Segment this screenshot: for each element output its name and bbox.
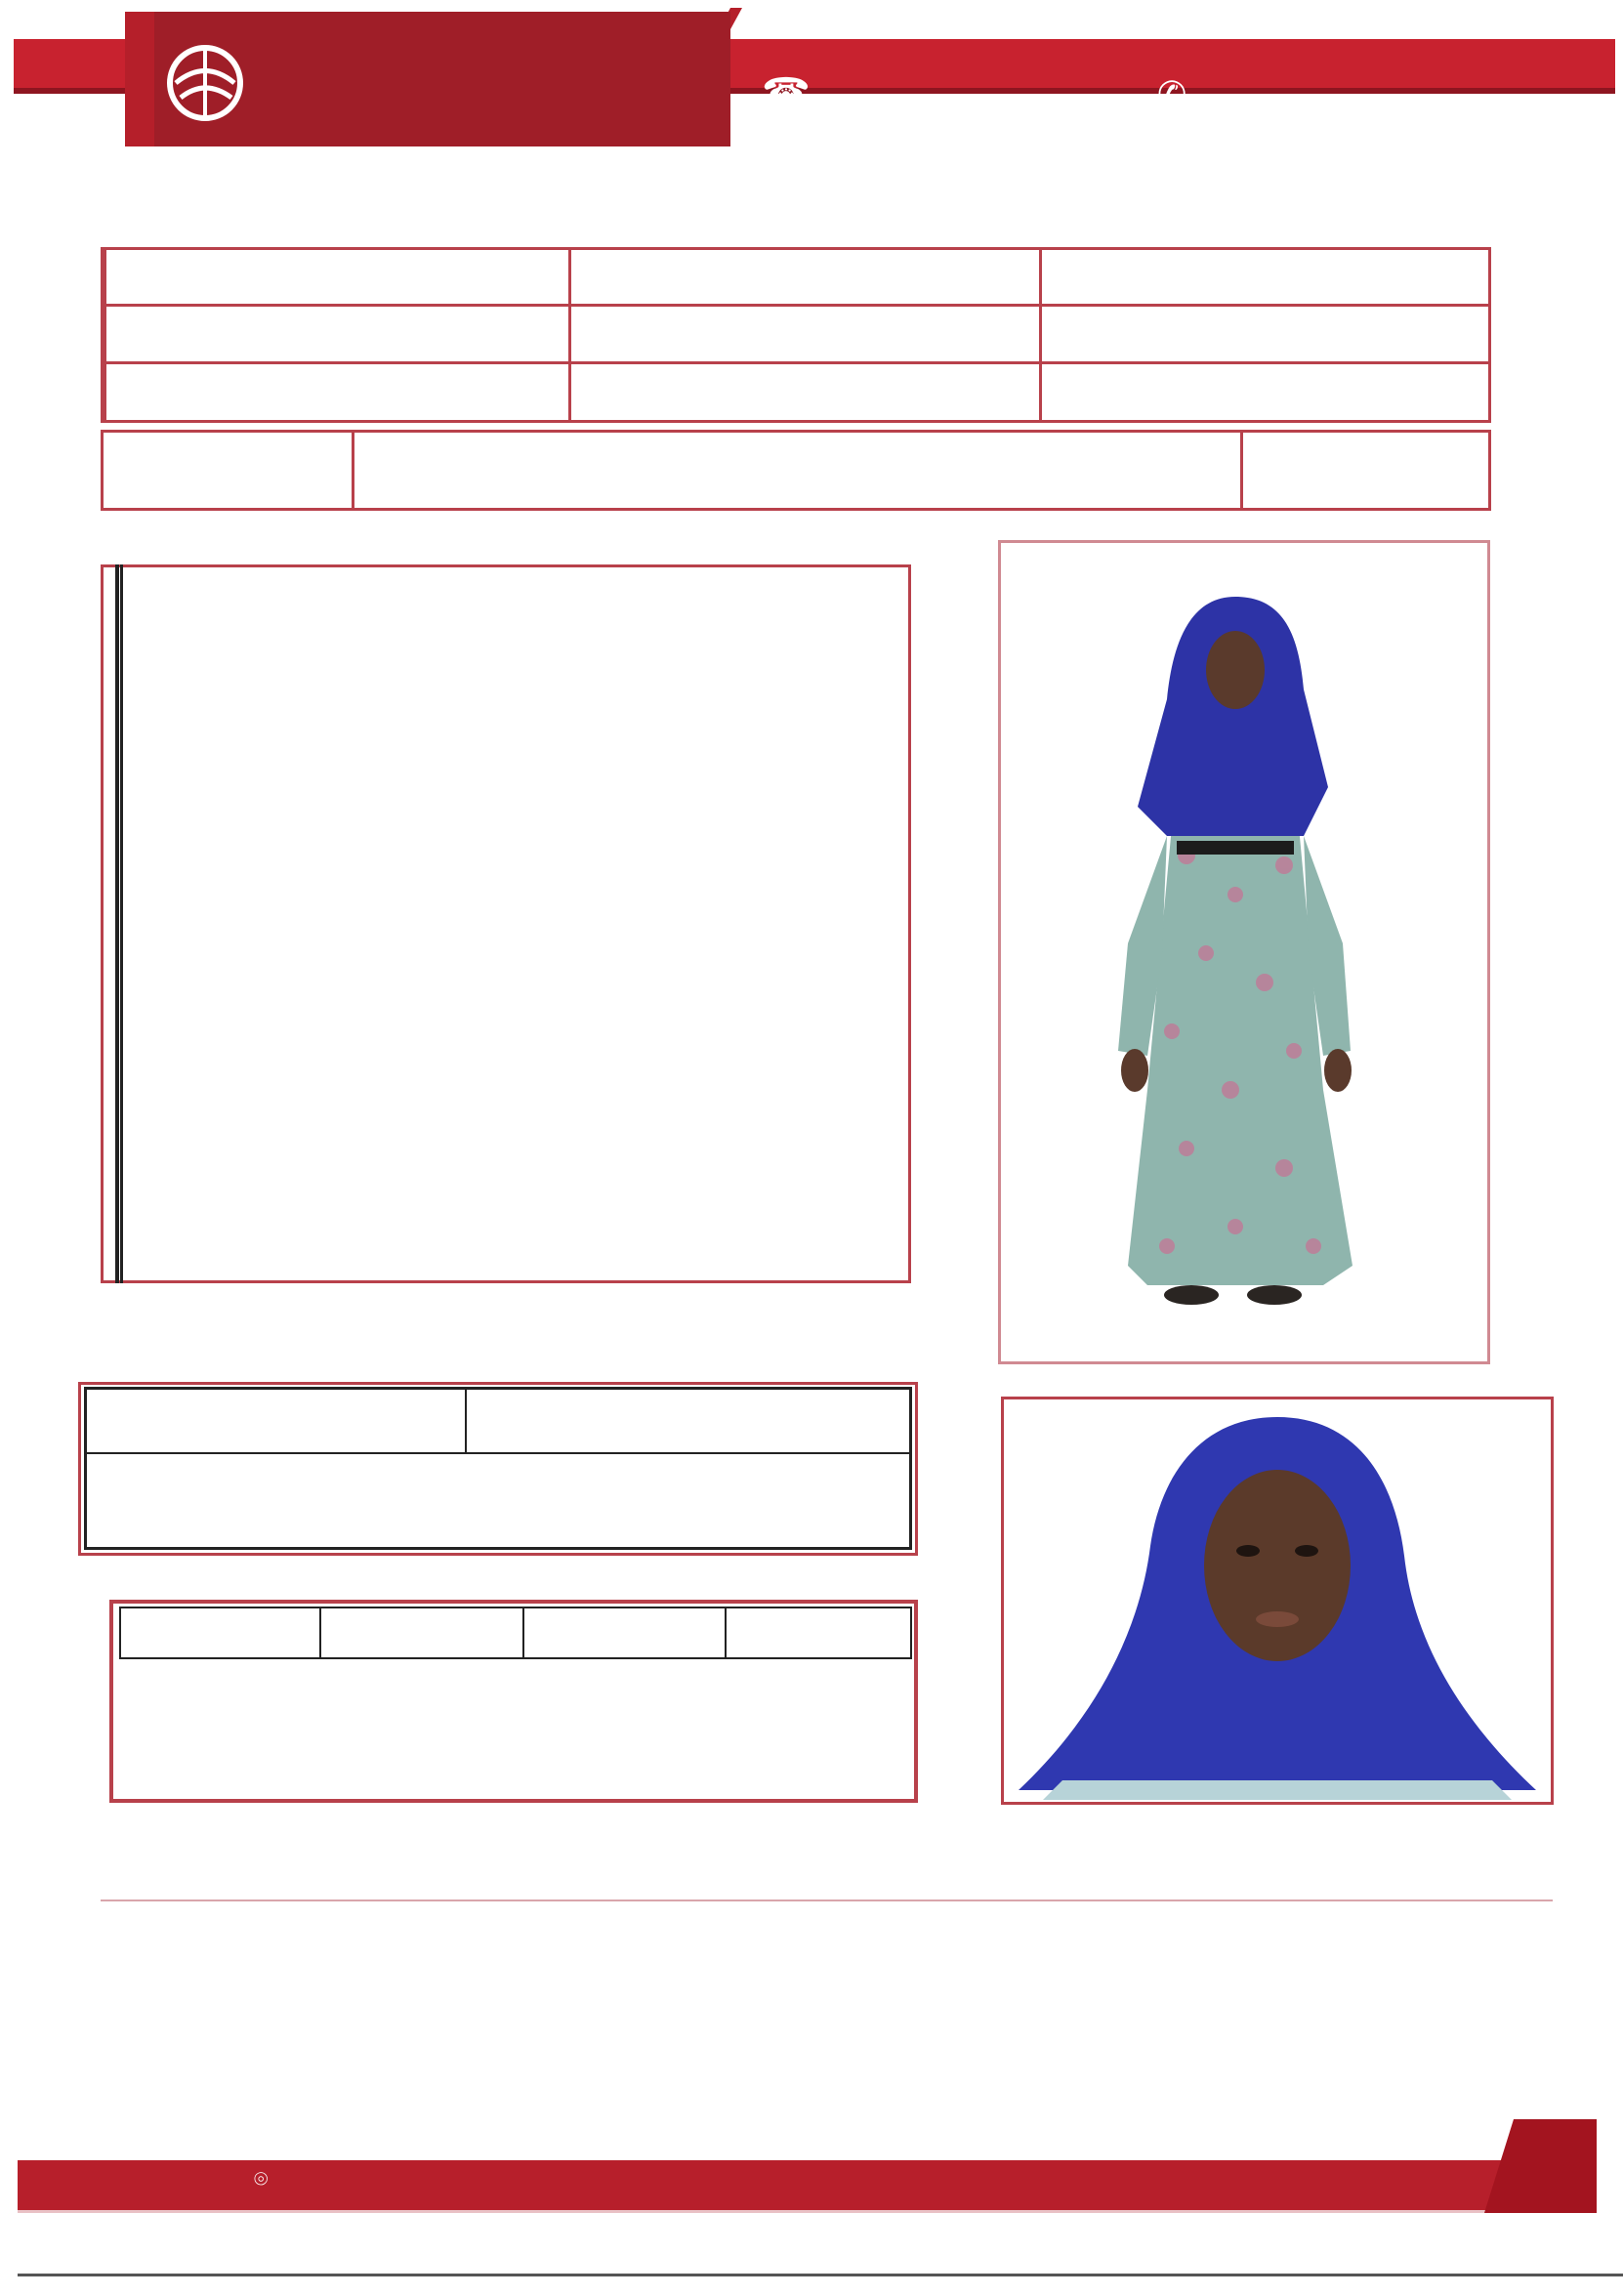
passport-frame xyxy=(101,564,911,1283)
footer-corner-shape xyxy=(1455,2119,1597,2213)
phone-icon: ☎ xyxy=(762,71,811,114)
full-body-photo xyxy=(998,540,1490,1364)
portrait-photo-image xyxy=(1004,1399,1551,1802)
skills-table xyxy=(101,1899,1553,1901)
col-english xyxy=(320,1607,522,1658)
portrait-photo xyxy=(1001,1397,1554,1805)
full-body-photo-image xyxy=(1001,543,1487,1361)
col-arabic xyxy=(523,1607,726,1658)
company-logo-icon xyxy=(161,39,249,127)
languages-table xyxy=(119,1607,912,1659)
mobile-icon: ✆ xyxy=(1157,74,1187,114)
location-pin-icon: ⌾ xyxy=(254,2166,269,2192)
